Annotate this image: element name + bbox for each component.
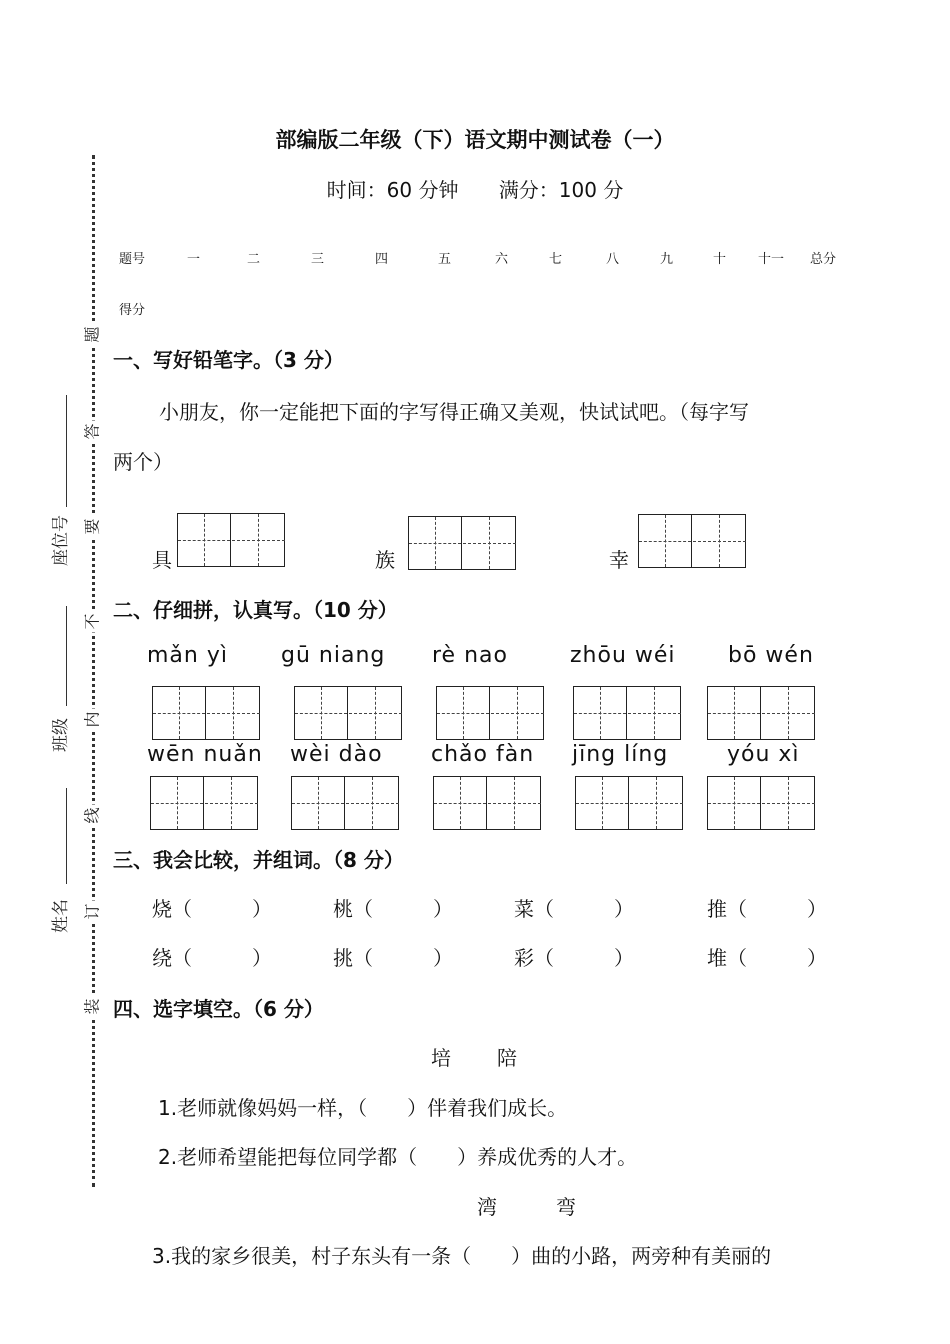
question-1[interactable]: 1.老师就像妈妈一样，（ ）伴着我们成长。: [158, 1096, 568, 1120]
binding-char: 内: [80, 709, 103, 731]
pinyin-word: jīng líng: [572, 742, 669, 767]
pinyin-word: chǎo fàn: [431, 742, 535, 767]
section1-heading: 一、写好铅笔字。（3 分）: [113, 348, 344, 372]
score-header-cell: 五: [438, 252, 452, 267]
binding-char: 要: [80, 516, 103, 538]
seat-number-underline[interactable]: [66, 395, 67, 507]
choice-char: 湾: [477, 1195, 497, 1219]
section1-instruction-cont: 两个）: [113, 450, 173, 474]
section2-heading: 二、仔细拼，认真写。（10 分）: [113, 598, 398, 622]
binding-char: 不: [80, 611, 103, 633]
pinyin-word: rè nao: [432, 643, 508, 668]
word-blank[interactable]: 绕（ ）: [152, 946, 272, 970]
binding-dotted-line: [92, 155, 95, 1187]
score-header-cell: 一: [187, 252, 201, 267]
word-blank[interactable]: 彩（ ）: [514, 946, 634, 970]
score-header-cell: 六: [495, 252, 509, 267]
score-header-cell: 四: [375, 252, 389, 267]
score-header-cell: 题号: [119, 252, 146, 267]
section4-heading: 四、选字填空。（6 分）: [113, 997, 324, 1021]
total-score-label: 满分：100 分: [498, 178, 624, 202]
question-3[interactable]: 3.我的家乡很美，村子东头有一条（ ）曲的小路，两旁种有美丽的: [152, 1244, 772, 1268]
pinyin-word: yóu xì: [727, 742, 800, 767]
pinyin-word: gū niang: [281, 643, 386, 668]
choice-char: 陪: [497, 1046, 517, 1070]
writing-grid[interactable]: [433, 776, 541, 830]
score-header-cell: 总分: [810, 252, 837, 267]
word-blank[interactable]: 烧（ ）: [152, 897, 272, 921]
choice-char: 弯: [556, 1195, 576, 1219]
score-header-cell: 三: [311, 252, 325, 267]
word-blank[interactable]: 堆（ ）: [707, 946, 827, 970]
score-row-label: 得分: [119, 303, 146, 318]
choice-char: 培: [431, 1046, 451, 1070]
word-blank[interactable]: 挑（ ）: [333, 946, 453, 970]
score-header-cell: 七: [549, 252, 563, 267]
binding-char: 装: [80, 996, 103, 1018]
writing-grid[interactable]: [638, 514, 746, 568]
score-header-cell: 十: [713, 252, 727, 267]
pinyin-word: mǎn yì: [147, 643, 228, 668]
writing-grid[interactable]: [177, 513, 285, 567]
pinyin-word: wèi dào: [290, 742, 383, 767]
class-label: 班级: [51, 718, 71, 752]
binding-char: 订: [80, 901, 103, 923]
word-blank[interactable]: 推（ ）: [707, 897, 827, 921]
binding-char: 题: [80, 324, 103, 346]
pinyin-word: zhōu wéi: [570, 643, 676, 668]
section1-instruction: 小朋友，你一定能把下面的字写得正确又美观，快试试吧。（每字写: [159, 400, 749, 424]
name-label: 姓名: [51, 899, 71, 933]
seat-number-label: 座位号: [51, 515, 71, 566]
binding-char: 线: [80, 805, 103, 827]
time-label: 时间：60 分钟: [326, 178, 459, 202]
exam-info: [0, 174, 950, 203]
writing-grid[interactable]: [707, 776, 815, 830]
word-blank[interactable]: 桃（ ）: [333, 897, 453, 921]
score-header-cell: 二: [247, 252, 261, 267]
binding-char: 答: [80, 421, 103, 443]
writing-grid[interactable]: [436, 686, 544, 740]
question-2[interactable]: 2.老师希望能把每位同学都（ ）养成优秀的人才。: [158, 1145, 638, 1169]
writing-grid[interactable]: [291, 776, 399, 830]
score-header-cell: 九: [660, 252, 674, 267]
practice-char: 幸: [609, 548, 629, 572]
writing-grid[interactable]: [294, 686, 402, 740]
pinyin-word: bō wén: [728, 643, 814, 668]
practice-char: 族: [375, 548, 395, 572]
writing-grid[interactable]: [573, 686, 681, 740]
word-blank[interactable]: 菜（ ）: [514, 897, 634, 921]
score-header-cell: 十一: [758, 252, 785, 267]
writing-grid[interactable]: [152, 686, 260, 740]
writing-grid[interactable]: [707, 686, 815, 740]
page-title: 部编版二年级（下）语文期中测试卷（一）: [275, 128, 675, 152]
writing-grid[interactable]: [150, 776, 258, 830]
class-underline[interactable]: [66, 606, 67, 706]
name-underline[interactable]: [66, 788, 67, 884]
practice-char: 具: [152, 548, 172, 572]
score-header-cell: 八: [606, 252, 620, 267]
writing-grid[interactable]: [575, 776, 683, 830]
pinyin-word: wēn nuǎn: [147, 742, 263, 767]
section3-heading: 三、我会比较，并组词。（8 分）: [113, 848, 404, 872]
writing-grid[interactable]: [408, 516, 516, 570]
